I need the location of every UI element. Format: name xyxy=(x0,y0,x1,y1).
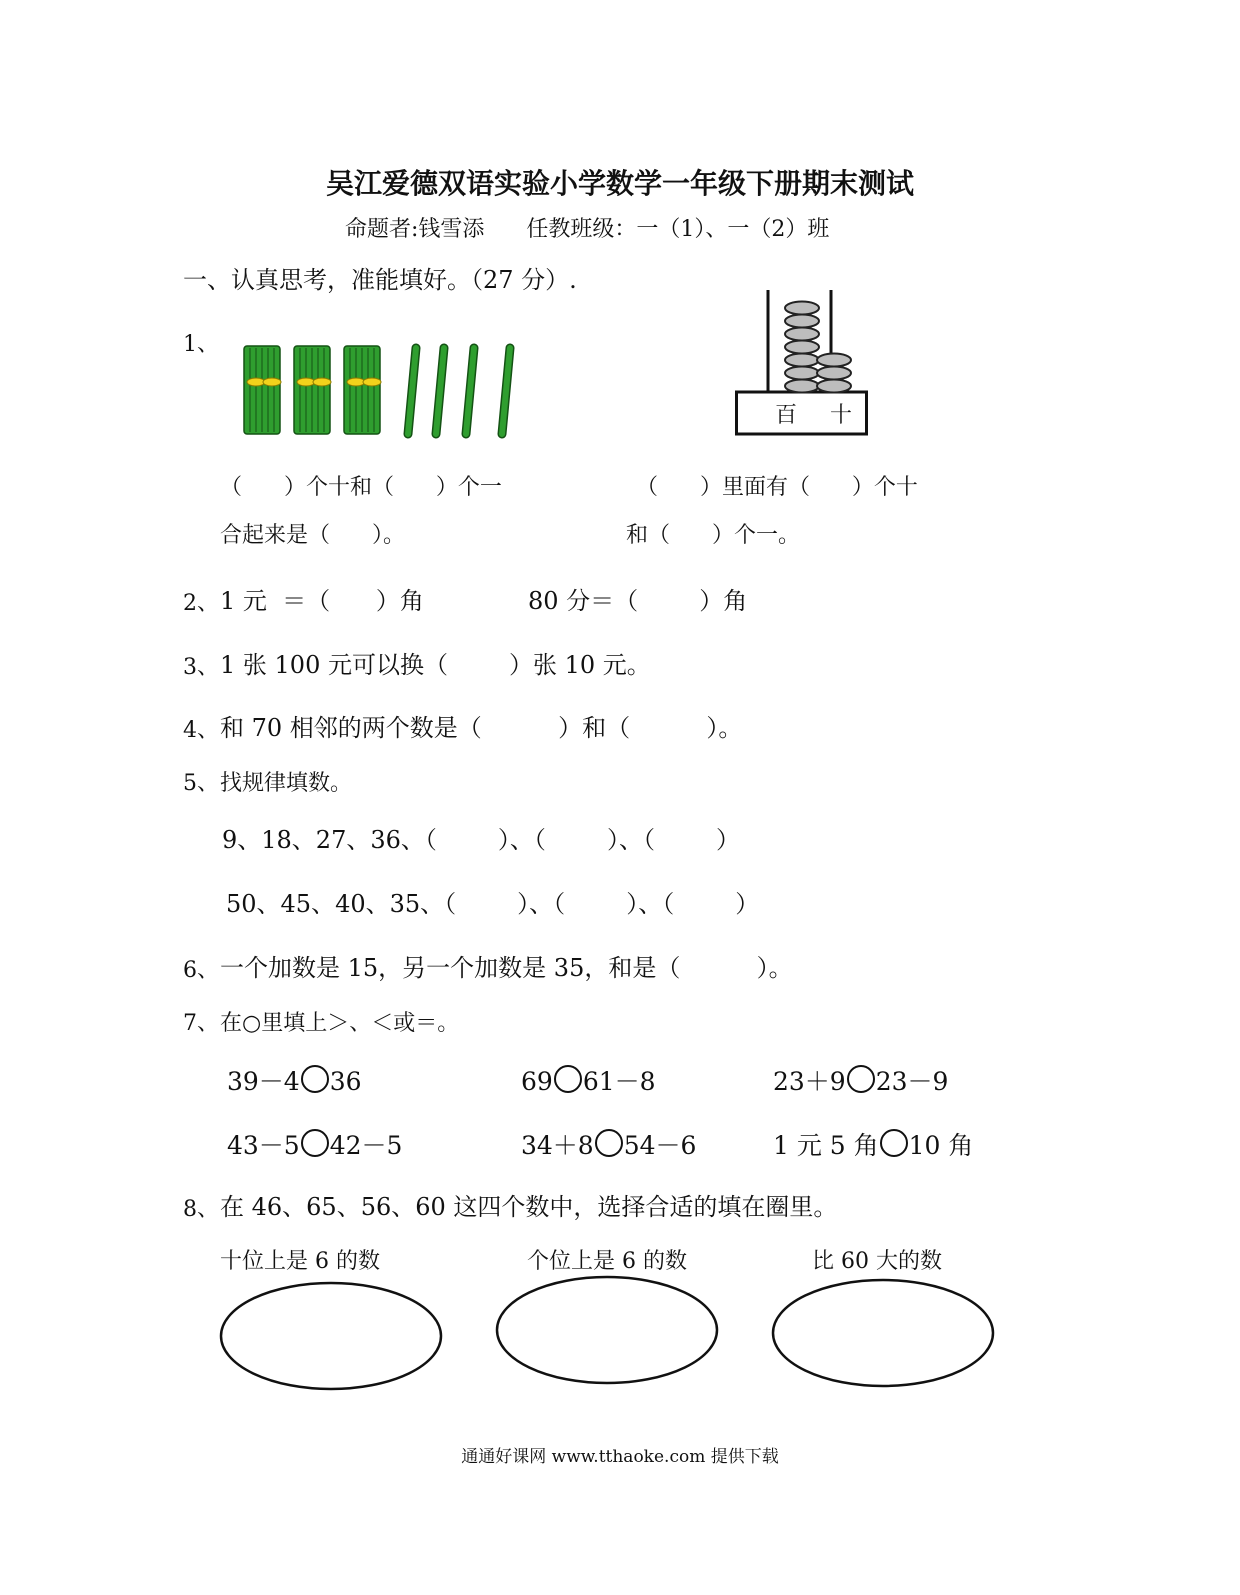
compare-left: 39－4 xyxy=(227,1067,300,1096)
compare-right: 42－5 xyxy=(329,1131,403,1160)
compare-left: 23＋9 xyxy=(773,1067,846,1096)
ellipse-label-tens-6: 十位上是 6 的数 xyxy=(220,1249,380,1274)
ellipse-label-greater-60: 比 60 大的数 xyxy=(812,1249,942,1274)
answer-ellipse-greater-60[interactable] xyxy=(773,1280,993,1386)
q4-text: 和 70 相邻的两个数是（ ）和（ ）。 xyxy=(220,714,743,742)
compare-right: 10 角 xyxy=(908,1131,974,1160)
q7-text: 在○里填上＞、＜或＝。 xyxy=(220,1011,460,1036)
ellipse-label-ones-6: 个位上是 6 的数 xyxy=(527,1249,687,1274)
answer-ellipse-tens-6[interactable] xyxy=(221,1283,441,1389)
question-1-number: 1、 xyxy=(183,332,219,357)
q2-part1: 1 元 ＝（ ）角 xyxy=(220,587,424,615)
q1-left-line1: （ ）个十和（ ）个一 xyxy=(220,475,502,500)
q2-part2: 80 分＝（ ）角 xyxy=(528,587,748,615)
question-6-number: 6、 xyxy=(183,958,219,983)
question-4-number: 4、 xyxy=(183,718,219,743)
page-title: 吴江爱德双语实验小学数学一年级下册期末测试 xyxy=(325,167,914,200)
q8-text: 在 46、65、56、60 这四个数中，选择合适的填在圈里。 xyxy=(220,1193,838,1221)
compare-left: 34＋8 xyxy=(521,1131,594,1160)
compare-left: 69 xyxy=(521,1067,553,1096)
compare-right: 61－8 xyxy=(582,1067,656,1096)
q1-left-line2: 合起来是（ ）。 xyxy=(220,523,405,548)
q1-right-line2: 和（ ）个一。 xyxy=(626,523,800,548)
question-2-number: 2、 xyxy=(183,591,219,616)
answer-ellipse-ones-6[interactable] xyxy=(497,1277,717,1383)
question-3-number: 3、 xyxy=(183,655,219,680)
q5-sequence-2: 50、45、40、35、（ ）、（ ）、（ ） xyxy=(226,890,760,918)
compare-right: 23－9 xyxy=(875,1067,949,1096)
q1-right-line1: （ ）里面有（ ）个十 xyxy=(636,475,918,500)
question-8-number: 8、 xyxy=(183,1197,219,1222)
q6-text: 一个加数是 15，另一个加数是 35，和是（ ）。 xyxy=(220,954,793,982)
footer-source: 通通好课网 www.tthaoke.com 提供下载 xyxy=(461,1447,779,1467)
q5-text: 找规律填数。 xyxy=(220,771,353,796)
question-7-number: 7、 xyxy=(183,1011,219,1036)
abacus-label-hundreds: 百 xyxy=(775,403,798,428)
compare-left: 1 元 5 角 xyxy=(773,1131,879,1160)
question-5-number: 5、 xyxy=(183,771,219,796)
q3-text: 1 张 100 元可以换（ ）张 10 元。 xyxy=(220,651,651,679)
q5-sequence-1: 9、18、27、36、（ ）、（ ）、（ ） xyxy=(222,826,740,854)
section-1-heading: 一、认真思考，准能填好。（27 分）. xyxy=(183,266,577,294)
compare-left: 43－5 xyxy=(227,1131,300,1160)
compare-right: 36 xyxy=(329,1067,362,1096)
abacus-label-tens: 十 xyxy=(830,403,853,428)
author-and-classes: 命题者:钱雪添 任教班级：一（1）、一（2）班 xyxy=(345,217,830,242)
compare-right: 54－6 xyxy=(623,1131,697,1160)
